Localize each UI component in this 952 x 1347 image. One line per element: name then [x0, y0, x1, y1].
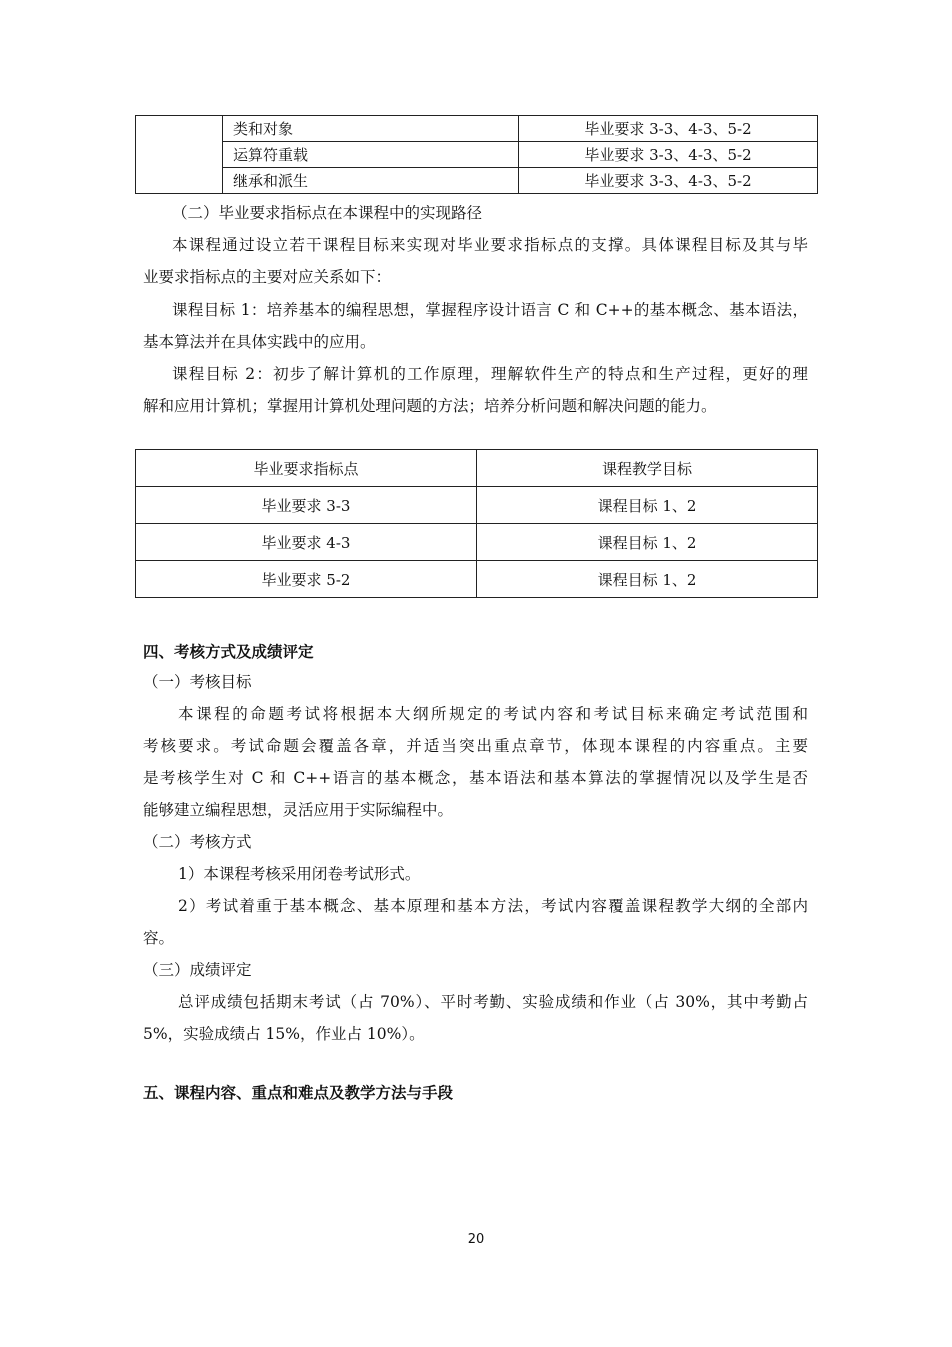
paragraph-line: 考核要求。考试命题会覆盖各章，并适当突出重点章节，体现本课程的内容重点。主要: [143, 737, 808, 755]
paragraph-line: 总评成绩包括期末考试（占 70%）、平时考勤、实验成绩和作业（占 30%，其中考勤占: [178, 993, 808, 1011]
table-cell: 课程目标 1、2: [477, 487, 818, 524]
subsection-heading: （三）成绩评定: [143, 961, 252, 979]
table-header-cell: 课程教学目标: [477, 450, 818, 487]
section-heading: 五、课程内容、重点和难点及教学方法与手段: [143, 1084, 454, 1102]
list-item: 2）考试着重于基本概念、基本原理和基本方法，考试内容覆盖课程教学大纲的全部内: [178, 897, 808, 915]
table-row: [136, 487, 818, 524]
subsection-heading: （二）考核方式: [143, 833, 252, 851]
table-cell-requirement: 毕业要求 3-3、4-3、5-2: [519, 168, 818, 194]
paragraph-line: 课程目标 2：初步了解计算机的工作原理，理解软件生产的特点和生产过程，更好的理: [172, 365, 808, 383]
paragraph-line: 解和应用计算机；掌握用计算机处理问题的方法；培养分析问题和解决问题的能力。: [143, 397, 717, 415]
table-cell: 课程目标 1、2: [477, 561, 818, 598]
paragraph-line: 业要求指标点的主要对应关系如下：: [143, 268, 392, 286]
table-row: [136, 116, 818, 142]
list-item-continued: 容。: [143, 929, 175, 947]
subsection-heading: （二）毕业要求指标点在本课程中的实现路径: [172, 204, 483, 222]
table-cell-empty: [136, 116, 223, 194]
course-requirement-table: [135, 115, 818, 194]
table-cell-topic: 类和对象: [223, 116, 519, 142]
table-cell: 毕业要求 5-2: [136, 561, 477, 598]
section-heading: 四、考核方式及成绩评定: [143, 643, 314, 661]
paragraph-line: 能够建立编程思想，灵活应用于实际编程中。: [143, 801, 454, 819]
table-cell-topic: 运算符重载: [223, 142, 519, 168]
paragraph-line: 本课程通过设立若干课程目标来实现对毕业要求指标点的支撑。具体课程目标及其与毕: [172, 236, 808, 254]
table-cell-requirement: 毕业要求 3-3、4-3、5-2: [519, 142, 818, 168]
paragraph-line: 课程目标 1：培养基本的编程思想，掌握程序设计语言 C 和 C++的基本概念、基本语法，: [172, 301, 808, 319]
subsection-heading: （一）考核目标: [143, 673, 252, 691]
table-row: [136, 168, 818, 194]
paragraph-line: 是考核学生对 C 和 C++语言的基本概念，基本语法和基本算法的掌握情况以及学生是否: [143, 769, 808, 787]
table-cell: 课程目标 1、2: [477, 524, 818, 561]
page-number: 20: [467, 1232, 485, 1247]
table-row: [136, 142, 818, 168]
table-row: [136, 524, 818, 561]
paragraph-line: 本课程的命题考试将根据本大纲所规定的考试内容和考试目标来确定考试范围和: [178, 705, 808, 723]
table-header-cell: 毕业要求指标点: [136, 450, 477, 487]
table-row: [136, 561, 818, 598]
table-header-row: [136, 450, 818, 487]
paragraph-line: 5%，实验成绩占 15%，作业占 10%）。: [143, 1025, 425, 1043]
table-cell: 毕业要求 4-3: [136, 524, 477, 561]
table-cell-requirement: 毕业要求 3-3、4-3、5-2: [519, 116, 818, 142]
table-cell: 毕业要求 3-3: [136, 487, 477, 524]
list-item: 1）本课程考核采用闭卷考试形式。: [178, 865, 421, 883]
table-cell-topic: 继承和派生: [223, 168, 519, 194]
goal-mapping-table: [135, 449, 818, 598]
paragraph-line: 基本算法并在具体实践中的应用。: [143, 333, 376, 351]
